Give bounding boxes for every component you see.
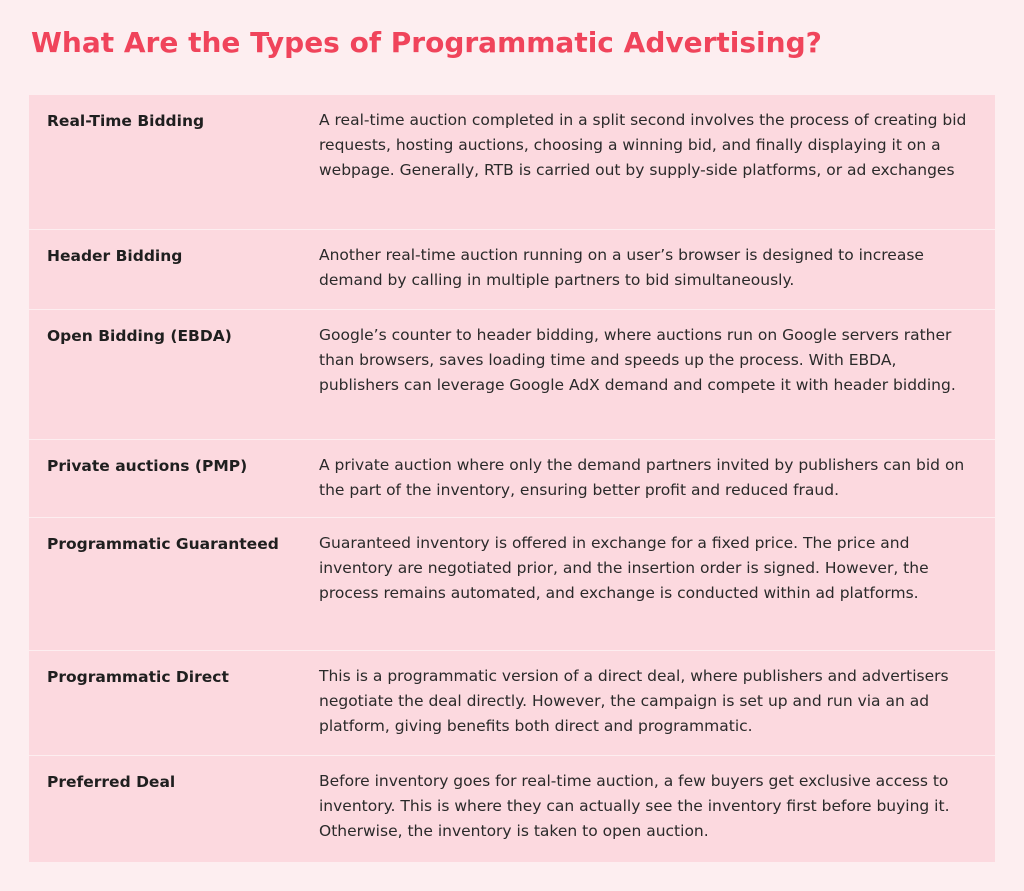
type-term: Programmatic Direct — [47, 668, 229, 686]
table-row — [29, 440, 995, 518]
types-table — [29, 95, 995, 862]
table-row — [29, 310, 995, 440]
table-row — [29, 651, 995, 756]
type-term: Preferred Deal — [47, 773, 176, 791]
type-term: Header Bidding — [47, 247, 183, 265]
table-row — [29, 230, 995, 310]
type-description: Google’s counter to header bidding, where auctions run on Google servers rather than browsers, saves loading time and speeds up the process. With EBDA, publishers can leverage Google AdX demand and compete it with header bidding. — [319, 326, 956, 394]
type-term: Private auctions (PMP) — [47, 457, 248, 475]
type-term: Open Bidding (EBDA) — [47, 327, 232, 345]
type-description: Guaranteed inventory is offered in exchange for a fixed price. The price and inventory are negotiated prior, and the insertion order is signed. However, the process remains automated, and exchange is conducted within ad platforms. — [319, 534, 929, 602]
table-row — [29, 518, 995, 651]
type-term: Programmatic Guaranteed — [47, 535, 279, 553]
type-description: This is a programmatic version of a direct deal, where publishers and advertisers negotiate the deal directly. However, the campaign is set up and run via an ad platform, giving benefits both direct and programmatic. — [319, 667, 949, 735]
type-term: Real-Time Bidding — [47, 112, 205, 130]
page-title: What Are the Types of Programmatic Advertising? — [31, 26, 822, 59]
table-row — [29, 95, 995, 230]
type-description: Another real-time auction running on a user’s browser is designed to increase demand by calling in multiple partners to bid simultaneously. — [319, 246, 924, 289]
type-description: A real-time auction completed in a split second involves the process of creating bid requests, hosting auctions, choosing a winning bid, and finally displaying it on a webpage. Generally, RTB is carried out by supply-side platforms, or ad exchanges — [319, 111, 967, 179]
type-description: Before inventory goes for real-time auction, a few buyers get exclusive access to inventory. This is where they can actually see the inventory first before buying it. Otherwise, the inventory is taken to open auction. — [319, 772, 950, 840]
type-description: A private auction where only the demand partners invited by publishers can bid on the part of the inventory, ensuring better profit and reduced fraud. — [319, 456, 965, 499]
table-row — [29, 756, 995, 862]
